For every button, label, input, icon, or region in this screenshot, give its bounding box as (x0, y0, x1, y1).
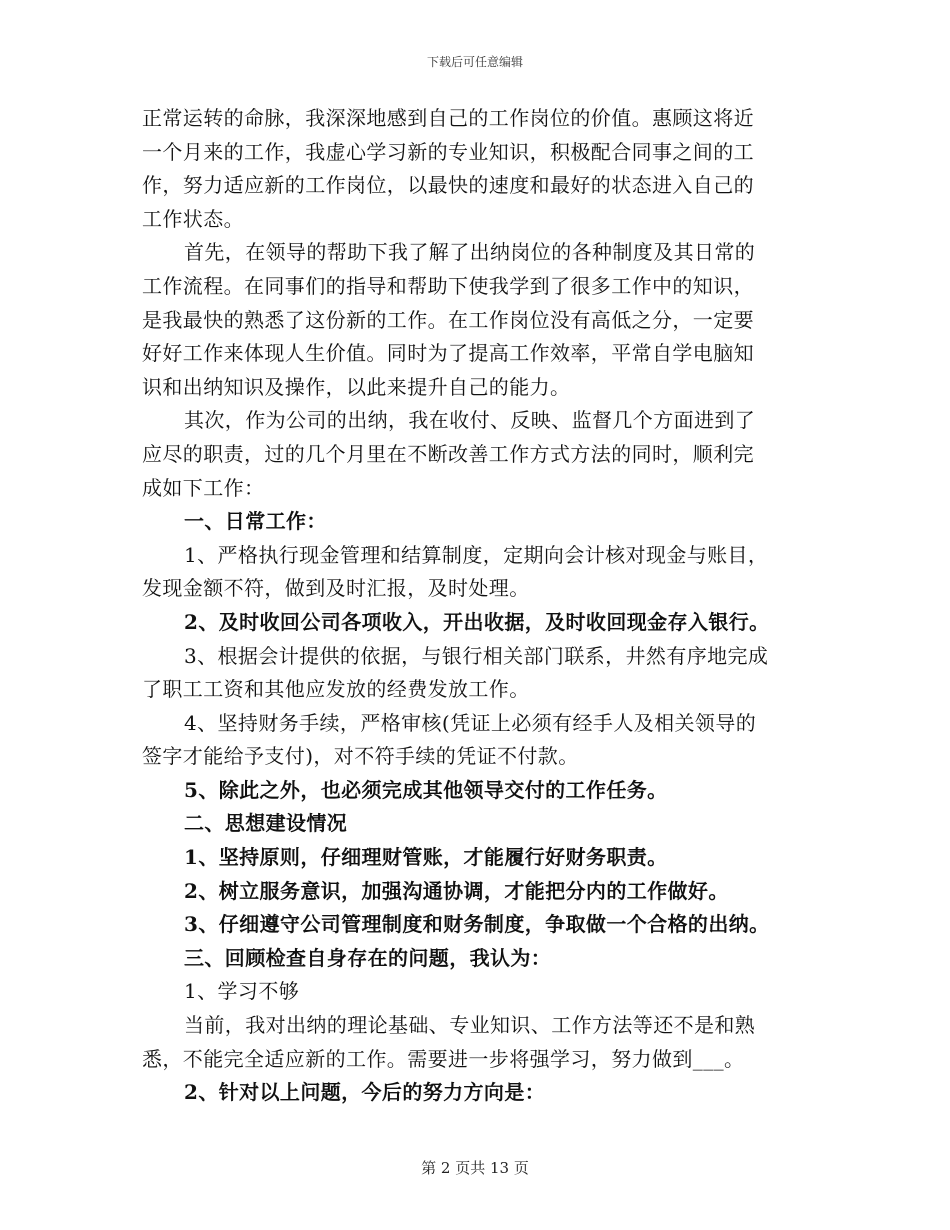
text-line: 1、严格执行现金管理和结算制度，定期向会计核对现金与账目， (184, 542, 769, 567)
text-line: 发现金额不符，做到及时汇报，及时处理。 (142, 576, 530, 601)
bold-line: 5、除此之外，也必须完成其他领导交付的工作任务。 (184, 777, 668, 802)
page-footer: 第 2 页共 13 页 (421, 1159, 529, 1177)
text-line: 一个月来的工作，我虚心学习新的专业知识，积极配合同事之间的工 (142, 139, 754, 164)
text-line: 首先，在领导的帮助下我了解了出纳岗位的各种制度及其日常的 (184, 240, 756, 265)
text-line: 应尽的职责，过的几个月里在不断改善工作方式方法的同时，顺利完 (142, 441, 754, 466)
text-line: 作，努力适应新的工作岗位，以最快的速度和最好的状态进入自己的 (142, 173, 754, 198)
subheading-line: 1、学习不够 (184, 979, 300, 1004)
bold-line: 3、仔细遵守公司管理制度和财务制度，争取做一个合格的出纳。 (184, 912, 770, 937)
text-line: 是我最快的熟悉了这份新的工作。在工作岗位没有高低之分，一定要 (142, 307, 754, 332)
text-line: 工作状态。 (142, 206, 244, 231)
text-line: 当前，我对出纳的理论基础、专业知识、工作方法等还不是和熟 (184, 1013, 756, 1038)
section-heading: 三、回顾检查自身存在的问题，我认为： (184, 945, 552, 970)
bold-line: 1、坚持原则，仔细理财管账，才能履行好财务职责。 (184, 845, 668, 870)
text-line: 正常运转的命脉，我深深地感到自己的工作岗位的价值。惠顾这将近 (142, 106, 754, 130)
text-line: 悉，不能完全适应新的工作。需要进一步将强学习，努力做到___。 (142, 1046, 745, 1071)
text-line: 4、坚持财务手续，严格审核(凭证上必须有经手人及相关领导的 (184, 710, 757, 735)
text-line: 3、根据会计提供的依据，与银行相关部门联系，井然有序地完成 (184, 643, 769, 668)
text-line: 签字才能给予支付)，对不符手续的凭证不付款。 (142, 744, 579, 769)
section-heading: 二、思想建设情况 (184, 811, 348, 836)
bold-line: 2、针对以上问题，今后的努力方向是： (184, 1080, 546, 1105)
bold-line: 2、及时收回公司各项收入，开出收据，及时收回现金存入银行。 (184, 609, 770, 634)
bold-line: 2、树立服务意识，加强沟通协调，才能把分内的工作做好。 (184, 878, 729, 903)
text-line: 成如下工作： (142, 475, 265, 500)
document-body (142, 102, 802, 1110)
text-line: 其次，作为公司的出纳，我在收付、反映、监督几个方面进到了 (184, 408, 756, 433)
text-line: 识和出纳知识及操作，以此来提升自己的能力。 (142, 374, 571, 399)
text-line: 了职工工资和其他应发放的经费发放工作。 (142, 677, 530, 702)
section-heading: 一、日常工作： (184, 509, 327, 534)
text-line: 好好工作来体现人生价值。同时为了提高工作效率，平常自学电脑知 (142, 341, 754, 366)
page-header: 下载后可任意编辑 (426, 55, 523, 69)
text-line: 工作流程。在同事们的指导和帮助下使我学到了很多工作中的知识， (142, 273, 754, 298)
